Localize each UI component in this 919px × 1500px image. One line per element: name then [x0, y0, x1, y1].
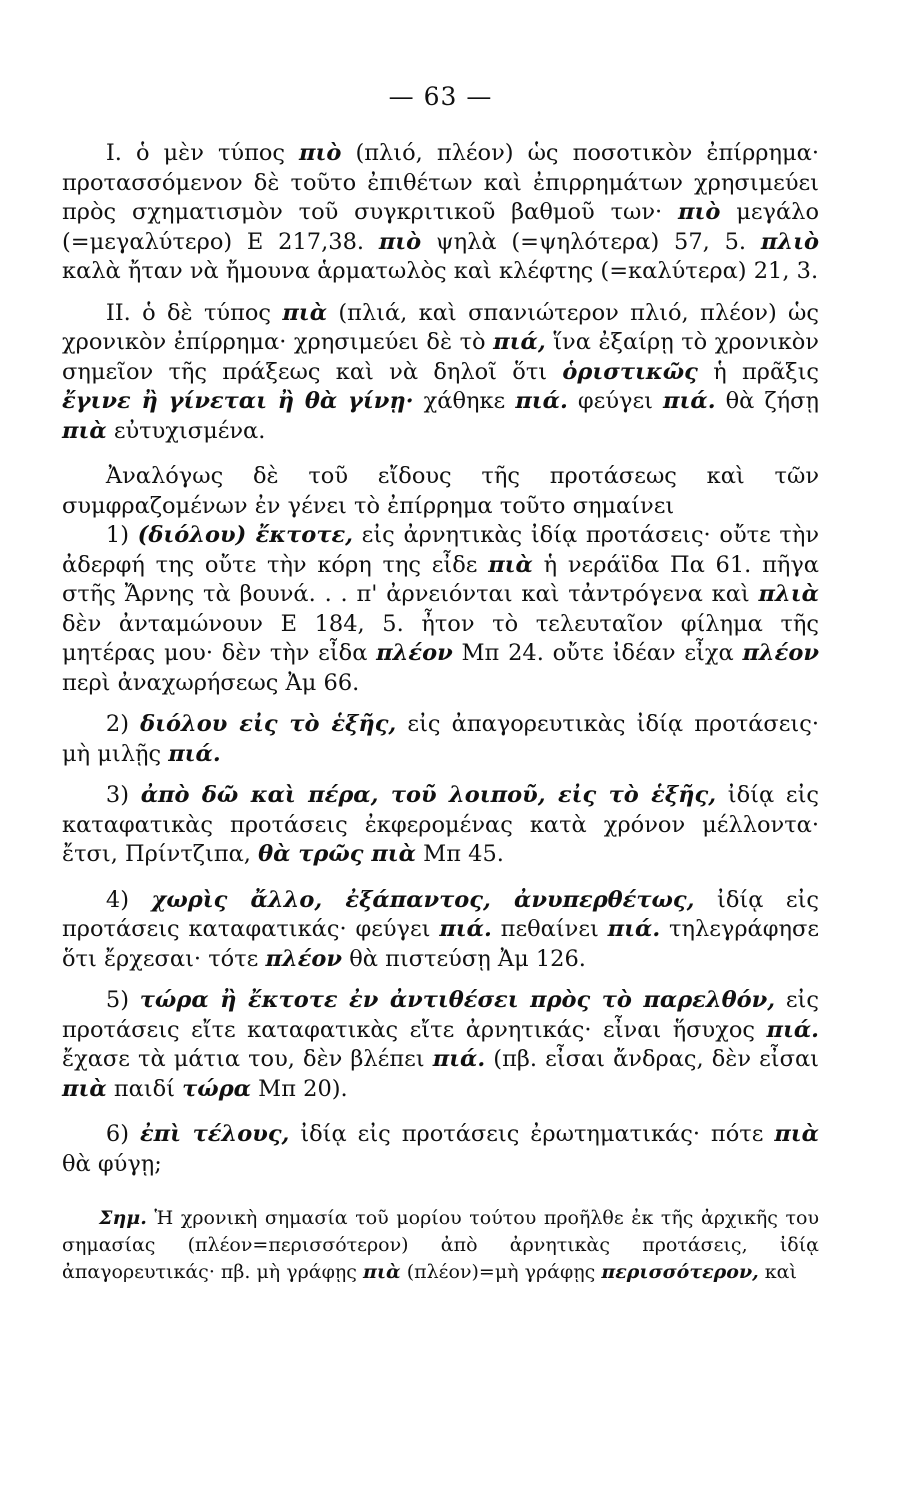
emphasis: πιά. — [432, 1046, 486, 1072]
emphasis: πλέον — [742, 640, 819, 666]
emphasis: τώρα ἢ ἔκτοτε ἐν ἀντιθέσει πρὸς τὸ παρελθόν, — [139, 987, 776, 1013]
emphasis: πιὸ — [378, 228, 422, 255]
paragraph-intro: Ἀναλόγως δὲ τοῦ εἴδους τῆς προτάσεως καὶ τῶν συμφραζομένων ἐν γένει τὸ ἐπίρρημα τοῦτο σημαίνει — [62, 463, 819, 519]
emphasis: πιά. — [607, 916, 661, 942]
emphasis: πιὰ — [488, 551, 533, 578]
footnote: Σημ. Ἡ χρονικὴ σημασία τοῦ μορίου τούτου προῆλθε ἐκ τῆς ἀρχικῆς του σημασίας (πλέον=περισσότερον) ἀπὸ ἀρνητικὰς προτάσεις, ἰδίᾳ ἀπαγορευτικάς· πβ. μὴ γράφῃς πιὰ (πλέον)=μὴ γράφῃς περισσότερον, καὶ — [62, 1207, 819, 1283]
emphasis: πιά, — [493, 329, 546, 355]
footnote-label: Σημ. — [99, 1207, 147, 1229]
list-item-4: 4) χωρὶς ἄλλο, ἐξάπαντος, ἀνυπερθέτως, ἰδίᾳ εἰς προτάσεις καταφατικάς· φεύγει πιά. πεθαίνει πιά. τηλεγράφησε ὅτι ἔρχεσαι· τότε πλέον θὰ πιστεύσῃ Ἀμ 126. — [62, 886, 819, 972]
emphasis: περισσότερον, — [601, 1261, 759, 1283]
paragraph-section-2: ΙΙ. ὁ δὲ τύπος πιὰ (πλιά, καὶ σπανιώτερον πλιό, πλέον) ὡς χρονικὸν ἐπίρρημα· χρησιμεύει δὲ τὸ πιά, ἵνα ἐξαίρῃ τὸ χρονικὸν σημεῖον τῆς πράξεως καὶ νὰ δηλοῖ ὅτι ὁριστικῶς ἡ πρᾶξις ἔγινε ἢ γίνεται ἢ θὰ γίνῃ· χάθηκε πιά. φεύγει πιά. θὰ ζήσῃ πιὰ εὐτυχισμένα. — [62, 299, 820, 444]
list-item-1: 1) (διόλου) ἔκτοτε, εἰς ἀρνητικὰς ἰδίᾳ προτάσεις· οὔτε τὴν ἀδερφή της οὔτε τὴν κόρη της εἶδε πιὰ ἡ νεράϊδα Πα 61. πῆγα στῆς Ἄρνης τὰ βουνά. . . π' ἀρνειόνται καὶ τἀντρόγενα καὶ πλιὰ δὲν ἀνταμώνουν Ε 184, 5. ἦτον τὸ τελευταῖον φίλημα τῆς μητέρας μου· δὲν τὴν εἶδα πλέον Μπ 24. οὔτε ἰδέαν εἶχα πλέον περὶ ἀναχωρήσεως Ἀμ 66. — [62, 522, 820, 696]
emphasis: πλιὰ — [758, 581, 819, 607]
emphasis: πιὰ — [774, 1121, 819, 1147]
emphasis: διόλου εἰς τὸ ἑξῆς, — [140, 711, 397, 737]
list-item-6: 6) ἐπὶ τέλους, ἰδίᾳ εἰς προτάσεις ἐρωτηματικάς· πότε πιὰ θὰ φύγῃ; — [62, 1121, 819, 1177]
emphasis: πιά. — [766, 1016, 819, 1043]
list-item-3: 3) ἀπὸ δῶ καὶ πέρα, τοῦ λοιποῦ, εἰς τὸ ἑξῆς, ἰδίᾳ εἰς καταφατικὰς προτάσεις ἐκφερομένας κατὰ χρόνον μέλλοντα· ἔτσι, Πρίντζιπα, θὰ τρῶς πιὰ Μπ 45. — [62, 782, 819, 867]
emphasis: χωρὶς ἄλλο, ἐξάπαντος, ἀνυπερθέτως, — [151, 886, 695, 913]
emphasis: πιὸ — [299, 140, 342, 166]
page-number: — 63 — — [388, 82, 493, 111]
emphasis: πιὸ — [678, 199, 721, 225]
emphasis: πιὰ — [62, 417, 107, 444]
emphasis: πιά. — [168, 740, 221, 767]
emphasis: πιά. — [515, 388, 568, 414]
emphasis: θὰ τρῶς πιὰ — [258, 841, 416, 867]
emphasis: ὁριστικῶς — [562, 358, 698, 385]
emphasis: πιὰ — [62, 1075, 107, 1102]
emphasis: ἐπὶ τέλους, — [139, 1121, 290, 1147]
list-item-2: 2) διόλου εἰς τὸ ἑξῆς, εἰς ἀπαγορευτικὰς ἰδίᾳ προτάσεις· μὴ μιλῇς πιά. — [62, 711, 819, 767]
list-item-5: 5) τώρα ἢ ἔκτοτε ἐν ἀντιθέσει πρὸς τὸ παρελθόν, εἰς προτάσεις εἴτε καταφατικὰς εἴτε ἀρνητικάς· εἶναι ἥσυχος πιά. ἔχασε τὰ μάτια του, δὲν βλέπει πιά. (πβ. εἶσαι ἄνδρας, δὲν εἶσαι πιὰ παιδί τώρα Μπ 20). — [62, 987, 819, 1102]
emphasis: (διόλου) ἔκτοτε, — [137, 522, 353, 548]
emphasis: πλέον — [265, 945, 343, 972]
emphasis: πιὰ — [362, 1261, 401, 1283]
emphasis: τώρα — [182, 1075, 251, 1102]
emphasis: πιὰ — [282, 299, 328, 326]
emphasis: πλιὸ — [760, 228, 819, 255]
emphasis: πλέον — [376, 640, 453, 666]
emphasis: πιά. — [663, 388, 716, 414]
emphasis: ἔγινε ἢ γίνεται ἢ θὰ γίνῃ· — [62, 388, 414, 414]
emphasis: ἀπὸ δῶ καὶ πέρα, τοῦ λοιποῦ, εἰς τὸ ἑξῆς, — [140, 782, 717, 808]
paragraph-section-1: Ι. ὁ μὲν τύπος πιὸ (πλιό, πλέον) ὡς ποσοτικὸν ἐπίρρημα· προτασσόμενον δὲ τοῦτο ἐπιθέτων καὶ ἐπιρρημάτων χρησιμεύει πρὸς σχηματισμὸν τοῦ συγκριτικοῦ βαθμοῦ των· πιὸ μεγάλο (=μεγαλύτερο) Ε 217,38. πιὸ ψηλὰ (=ψηλότερα) 57, 5. πλιὸ καλὰ ἤταν νὰ ἤμουνα ἁρματωλὸς καὶ κλέφτης (=καλύτερα) 21, 3. — [62, 140, 819, 284]
emphasis: πιά. — [439, 916, 492, 942]
